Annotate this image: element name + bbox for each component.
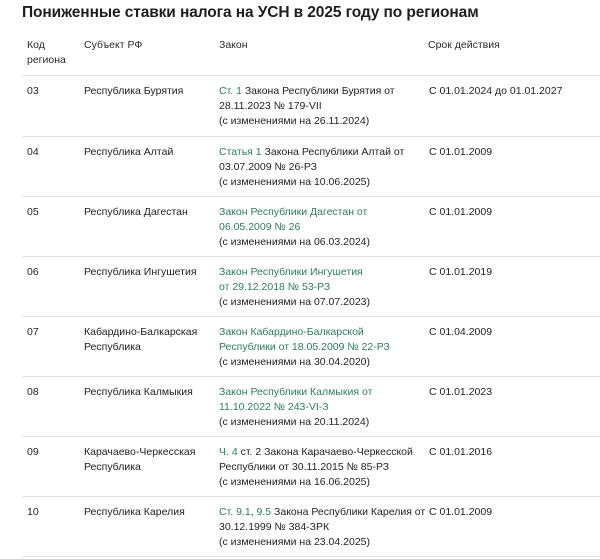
law-amendments: (с изменениями на 20.11.2024) (219, 416, 370, 428)
region-code: 08 (27, 386, 39, 398)
law-amendments: (с изменениями на 07.07.2023) (219, 296, 370, 308)
region-name: Республика Карелия (84, 506, 185, 518)
region-name: Республика Алтай (84, 146, 174, 158)
header-code-line2: региона (27, 54, 66, 66)
validity-term: С 01.01.2019 (429, 266, 493, 278)
region-name-line2: Республика (84, 461, 141, 473)
header-code-line1: Код (27, 39, 45, 51)
law-text: 03.07.2009 № 26-РЗ (219, 161, 317, 173)
law-amendments: (с изменениями на 26.11.2024) (219, 115, 370, 127)
validity-term: С 01.01.2024 до 01.01.2027 (429, 85, 563, 97)
law-link[interactable]: 06.05.2009 № 26 (219, 221, 301, 233)
region-code: 09 (27, 446, 39, 458)
validity-term: С 01.04.2009 (429, 326, 493, 338)
law-cell (219, 325, 419, 370)
law-text: 30.12.1999 № 384-ЗРК (219, 521, 330, 533)
region-code: 07 (27, 326, 39, 338)
header-term: Срок действия (428, 39, 500, 51)
region-code: 03 (27, 85, 39, 97)
law-cell (219, 505, 426, 550)
law-link[interactable]: 9.5 (256, 506, 272, 518)
law-text: Закона Республики Карелия от (271, 506, 426, 518)
table-row (22, 76, 600, 137)
law-text: 28.11.2023 № 179-VII (219, 100, 322, 112)
table-row (22, 257, 600, 317)
law-link[interactable]: Закон Кабардино-Балкарской (219, 326, 364, 338)
law-link[interactable]: Ст. 9.1 (219, 506, 251, 518)
law-cell (219, 84, 419, 129)
law-separator: , (250, 506, 257, 518)
table-header-row (22, 31, 600, 76)
region-code: 10 (27, 506, 39, 518)
law-amendments: (с изменениями на 06.03.2024) (219, 236, 370, 248)
region-code: 04 (27, 146, 39, 158)
validity-term: С 01.01.2023 (429, 386, 493, 398)
region-name: Республика Бурятия (84, 85, 184, 97)
law-cell (219, 145, 419, 190)
table-row (22, 497, 600, 557)
table-row (22, 377, 600, 437)
law-link[interactable]: Закон Республики Ингушетия (219, 266, 363, 278)
law-link[interactable]: Закон Республики Калмыкия от (219, 386, 373, 398)
law-amendments: (с изменениями на 30.04.2020) (219, 356, 370, 368)
header-law: Закон (219, 39, 248, 51)
table-row (22, 317, 600, 377)
law-link[interactable]: Ч. 4 (219, 446, 238, 458)
validity-term: С 01.01.2009 (429, 506, 493, 518)
validity-term: С 01.01.2009 (429, 206, 493, 218)
law-cell (219, 385, 419, 430)
region-name: Республика Калмыкия (84, 386, 193, 398)
header-region: Субъект РФ (84, 39, 143, 51)
validity-term: С 01.01.2016 (429, 446, 493, 458)
law-cell (219, 205, 419, 250)
region-name (84, 325, 214, 355)
region-name: Республика Ингушетия (84, 266, 197, 278)
region-name-line2: Республика (84, 341, 141, 353)
validity-term: С 01.01.2009 (429, 146, 493, 158)
law-link[interactable]: от 29.12.2018 № 53-РЗ (219, 281, 331, 293)
law-cell (219, 265, 419, 310)
law-text: Республики от 30.11.2015 № 85-РЗ (219, 461, 390, 473)
table-row (22, 437, 600, 497)
law-amendments: (с изменениями на 16.06.2025) (219, 476, 370, 488)
law-text: ст. 2 Закона Карачаево-Черкесской (237, 446, 413, 458)
region-name-line1: Кабардино-Балкарская (84, 326, 198, 338)
law-amendments: (с изменениями на 10.06.2025) (219, 176, 370, 188)
law-cell (219, 445, 419, 490)
region-name: Республика Дагестан (84, 206, 188, 218)
region-name (84, 445, 214, 475)
law-link[interactable]: Ст. 1 (219, 85, 242, 97)
rates-table (22, 31, 600, 557)
region-name-line1: Карачаево-Черкесская (84, 446, 196, 458)
law-text: Закона Республики Алтай от (261, 146, 405, 158)
region-code: 06 (27, 266, 39, 278)
law-link[interactable]: Республики от 18.05.2009 № 22-РЗ (219, 341, 390, 353)
law-link[interactable]: Статья 1 (219, 146, 262, 158)
table-row (22, 137, 600, 197)
table-row (22, 197, 600, 257)
header-code (27, 38, 75, 68)
page-title: Пониженные ставки налога на УСН в 2025 году по регионам (22, 4, 479, 21)
region-code: 05 (27, 206, 39, 218)
law-link[interactable]: 11.10.2022 № 243-VI-З (219, 401, 329, 413)
law-amendments: (с изменениями на 23.04.2025) (219, 536, 370, 548)
law-text: Закона Республики Бурятия от (241, 85, 395, 97)
law-link[interactable]: Закон Республики Дагестан от (219, 206, 368, 218)
